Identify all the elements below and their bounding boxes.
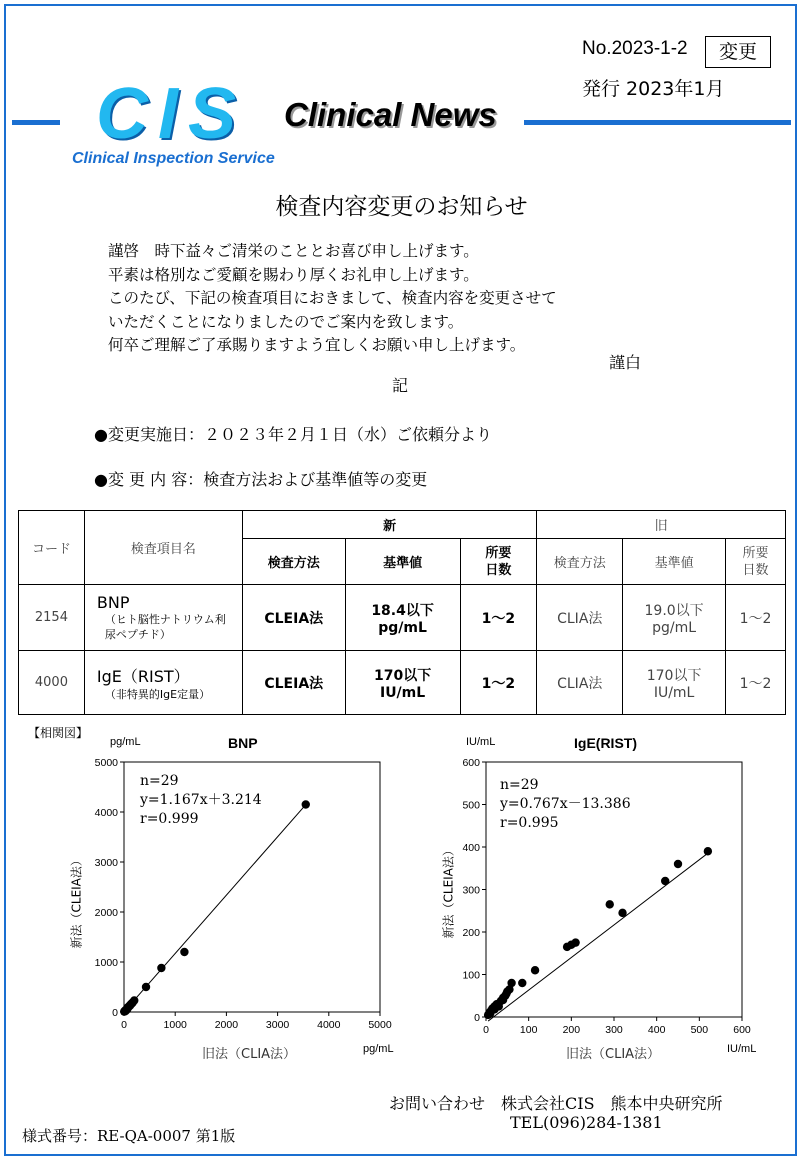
header-new: 新 [242, 511, 536, 539]
row-item [84, 585, 242, 651]
stat-eq: y=1.167x＋3.214 [140, 792, 262, 808]
plot-area [124, 762, 380, 1012]
stat-r: r=0.999 [140, 811, 199, 827]
table-row [19, 585, 786, 651]
greeting-line: 何卒ご理解ご了承賜りますよう宜しくお願い申し上げます。 [108, 336, 526, 354]
y-tick-label: 1000 [94, 957, 118, 969]
effective-date: ●変更実施日：２０２３年２月１日（水）ご依頼分より [94, 425, 492, 444]
y-axis-label: 新法（CLEIA法） [69, 854, 84, 949]
x-tick-label: 4000 [317, 1019, 341, 1031]
greeting-line: このたび、下記の検査項目におきまして、検査内容を変更させて [108, 289, 557, 307]
header-item: 検査項目名 [84, 511, 242, 585]
data-point [302, 800, 310, 808]
regression-line [488, 853, 708, 1021]
data-point [486, 1008, 494, 1016]
data-point [157, 964, 165, 972]
x-axis-label: 旧法（CLIA法） [202, 1047, 297, 1062]
data-point [661, 877, 669, 885]
stat-r: r=0.995 [500, 815, 559, 831]
closing-word: 謹白 [609, 353, 642, 372]
document-number: No.2023-1-2 [582, 38, 688, 59]
row-new-days: 1～2 [460, 585, 537, 651]
regression-line [124, 805, 306, 1012]
header-new-days: 所要日数 [460, 539, 537, 585]
data-point [674, 860, 682, 868]
data-point [142, 983, 150, 991]
ki-heading: 記 [392, 376, 409, 395]
y-tick-label: 300 [462, 884, 480, 897]
row-new-ref: 18.4以下pg/mL [345, 585, 460, 651]
y-tick-label: 100 [462, 969, 480, 982]
x-tick-label: 300 [605, 1024, 623, 1036]
issue-date: 発行 2023年1月 [582, 78, 725, 100]
y-tick-label: 0 [112, 1007, 118, 1019]
stat-n: n=29 [500, 777, 539, 793]
header-code: コード [19, 511, 85, 585]
x-tick-label: 3000 [265, 1019, 290, 1031]
y-tick-label: 600 [462, 757, 480, 769]
header-old-method: 検査方法 [537, 539, 623, 585]
chart-title: BNP [228, 735, 258, 751]
change-content: ●変 更 内 容：検査方法および基準値等の変更 [94, 470, 428, 489]
y-tick-label: 4000 [94, 807, 118, 819]
header-bar-right [524, 120, 791, 125]
data-point [502, 989, 510, 997]
data-point [531, 966, 539, 974]
data-point [704, 847, 712, 855]
row-new-method: CLEIA法 [242, 651, 345, 715]
item-name: BNP [96, 593, 130, 612]
plot-area [486, 762, 742, 1017]
x-tick-label: 5000 [368, 1019, 392, 1031]
notice-title: 検査内容変更のお知らせ [275, 194, 528, 220]
data-point [618, 909, 626, 917]
x-unit: IU/mL [727, 1043, 757, 1055]
x-tick-label: 500 [690, 1024, 709, 1036]
header-new-ref: 基準値 [345, 539, 460, 585]
y-tick-label: 500 [462, 799, 480, 812]
data-point [507, 979, 515, 987]
row-old-method: CLIA法 [537, 651, 623, 715]
header-bar-left [12, 120, 60, 125]
y-tick-label: 400 [462, 842, 480, 854]
y-tick-label: 2000 [94, 907, 118, 919]
item-name: IgE（RIST） [96, 666, 190, 686]
telephone: TEL(096)284-1381 [510, 1113, 663, 1132]
y-unit: IU/mL [466, 736, 496, 748]
data-point [571, 938, 579, 946]
y-axis-label: 新法（CLEIA法） [441, 844, 456, 939]
y-tick-label: 5000 [94, 757, 118, 769]
x-tick-label: 200 [562, 1024, 581, 1036]
change-badge: 変更 [705, 36, 771, 68]
y-unit: pg/mL [110, 736, 141, 748]
x-tick-label: 600 [733, 1024, 751, 1036]
x-unit: pg/mL [363, 1043, 394, 1055]
data-point [121, 1007, 129, 1015]
chart-title: IgE(RIST) [574, 735, 637, 751]
row-old-days: 1～2 [726, 651, 786, 715]
item-subname: （非特異的IgE定量） [104, 687, 211, 701]
data-point [606, 900, 614, 908]
greeting-text [108, 240, 557, 358]
correlation-label: 【相関図】 [28, 726, 89, 740]
row-new-days: 1～2 [460, 651, 537, 715]
y-tick-label: 200 [462, 927, 480, 939]
stat-eq: y=0.767x－13.386 [500, 796, 631, 812]
x-tick-label: 100 [519, 1024, 538, 1036]
x-tick-label: 2000 [214, 1019, 239, 1031]
data-point [518, 979, 526, 987]
x-tick-label: 400 [647, 1024, 666, 1036]
x-tick-label: 0 [483, 1024, 489, 1036]
header-old-ref: 基準値 [623, 539, 726, 585]
row-item [84, 651, 242, 715]
cis-logo: CIS [96, 74, 247, 154]
change-table [18, 510, 786, 715]
newsletter-title: Clinical News [284, 96, 497, 133]
row-new-ref: 170以下IU/mL [345, 651, 460, 715]
row-old-days: 1～2 [726, 585, 786, 651]
ige-scatter-chart [450, 750, 760, 1040]
greeting-line: 平素は格別なご愛顧を賜わり厚くお礼申し上げます。 [108, 265, 479, 284]
header-new-method: 検査方法 [242, 539, 345, 585]
item-subname: （ヒト脳性ナトリウム利尿ペプチド） [104, 613, 226, 641]
greeting-line: 謹啓 時下益々ご清栄のこととお喜び申し上げます。 [108, 242, 479, 260]
row-old-method: CLIA法 [537, 585, 623, 651]
row-old-ref: 19.0以下pg/mL [623, 585, 726, 651]
row-old-ref: 170以下IU/mL [623, 651, 726, 715]
x-tick-label: 1000 [163, 1019, 187, 1031]
x-tick-label: 0 [121, 1019, 127, 1031]
bnp-scatter-chart [80, 750, 400, 1040]
greeting-line: いただくことになりましたのでご案内を致します。 [108, 312, 464, 331]
y-tick-label: 0 [474, 1012, 480, 1024]
row-new-method: CLEIA法 [242, 585, 345, 651]
row-code: 2154 [19, 585, 85, 651]
header-old: 旧 [537, 511, 786, 539]
row-code: 4000 [19, 651, 85, 715]
contact-info: お問い合わせ 株式会社CIS 熊本中央研究所 [389, 1094, 723, 1113]
y-tick-label: 3000 [94, 857, 118, 869]
header-old-days: 所要日数 [726, 539, 786, 585]
table-row [19, 651, 786, 715]
data-point [180, 948, 188, 956]
logo-subtitle: Clinical Inspection Service [72, 150, 275, 167]
stat-n: n=29 [140, 773, 179, 789]
x-axis-label: 旧法（CLIA法） [566, 1047, 661, 1062]
form-number: 様式番号：RE-QA-0007 第1版 [22, 1127, 236, 1145]
